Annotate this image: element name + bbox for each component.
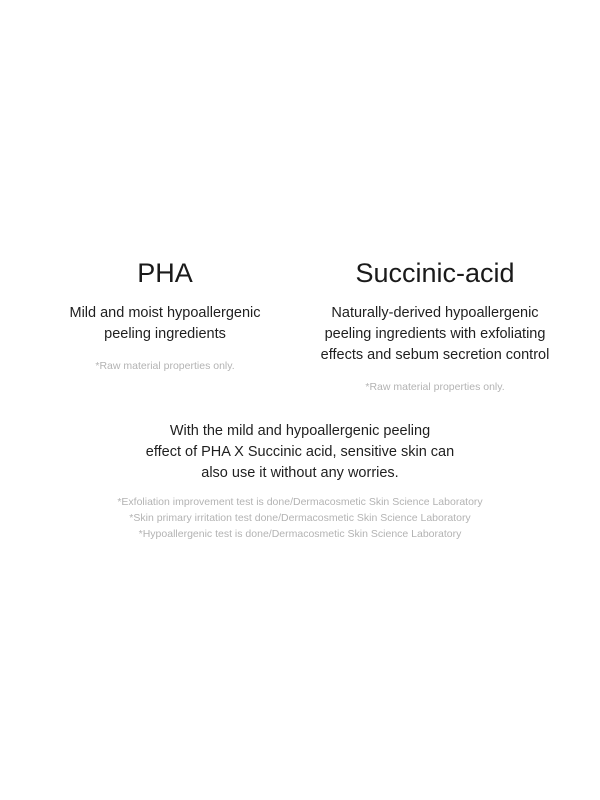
pha-section [30,255,300,373]
pha-description [30,303,300,345]
succinic-description [300,303,570,366]
pha-desc-line: peeling ingredients [104,326,226,342]
reference-line: *Exfoliation improvement test is done/Dermacosmetic Skin Science Laboratory [117,496,483,508]
reference-line: *Hypoallergenic test is done/Dermacosmetic Skin Science Laboratory [138,528,462,540]
summary-section [0,421,600,542]
summary-line: also use it without any worries. [201,465,399,481]
succinic-desc-line: Naturally-derived hypoallergenic [331,305,539,321]
pha-note: *Raw material properties only. [95,360,235,372]
summary-text [0,421,600,484]
pha-desc-line: Mild and moist hypoallergenic [69,305,261,321]
pha-title: PHA [137,258,193,288]
summary-line: With the mild and hypoallergenic peeling [169,423,431,439]
succinic-title: Succinic-acid [355,258,515,288]
succinic-desc-line: peeling ingredients with exfoliating [324,326,546,342]
reference-line: *Skin primary irritation test done/Dermacosmetic Skin Science Laboratory [129,512,471,524]
succinic-note: *Raw material properties only. [365,381,505,393]
succinic-section [300,255,570,394]
test-references [0,494,600,542]
summary-line: effect of PHA X Succinic acid, sensitive skin can [145,444,455,460]
succinic-desc-line: effects and sebum secretion control [320,347,550,363]
